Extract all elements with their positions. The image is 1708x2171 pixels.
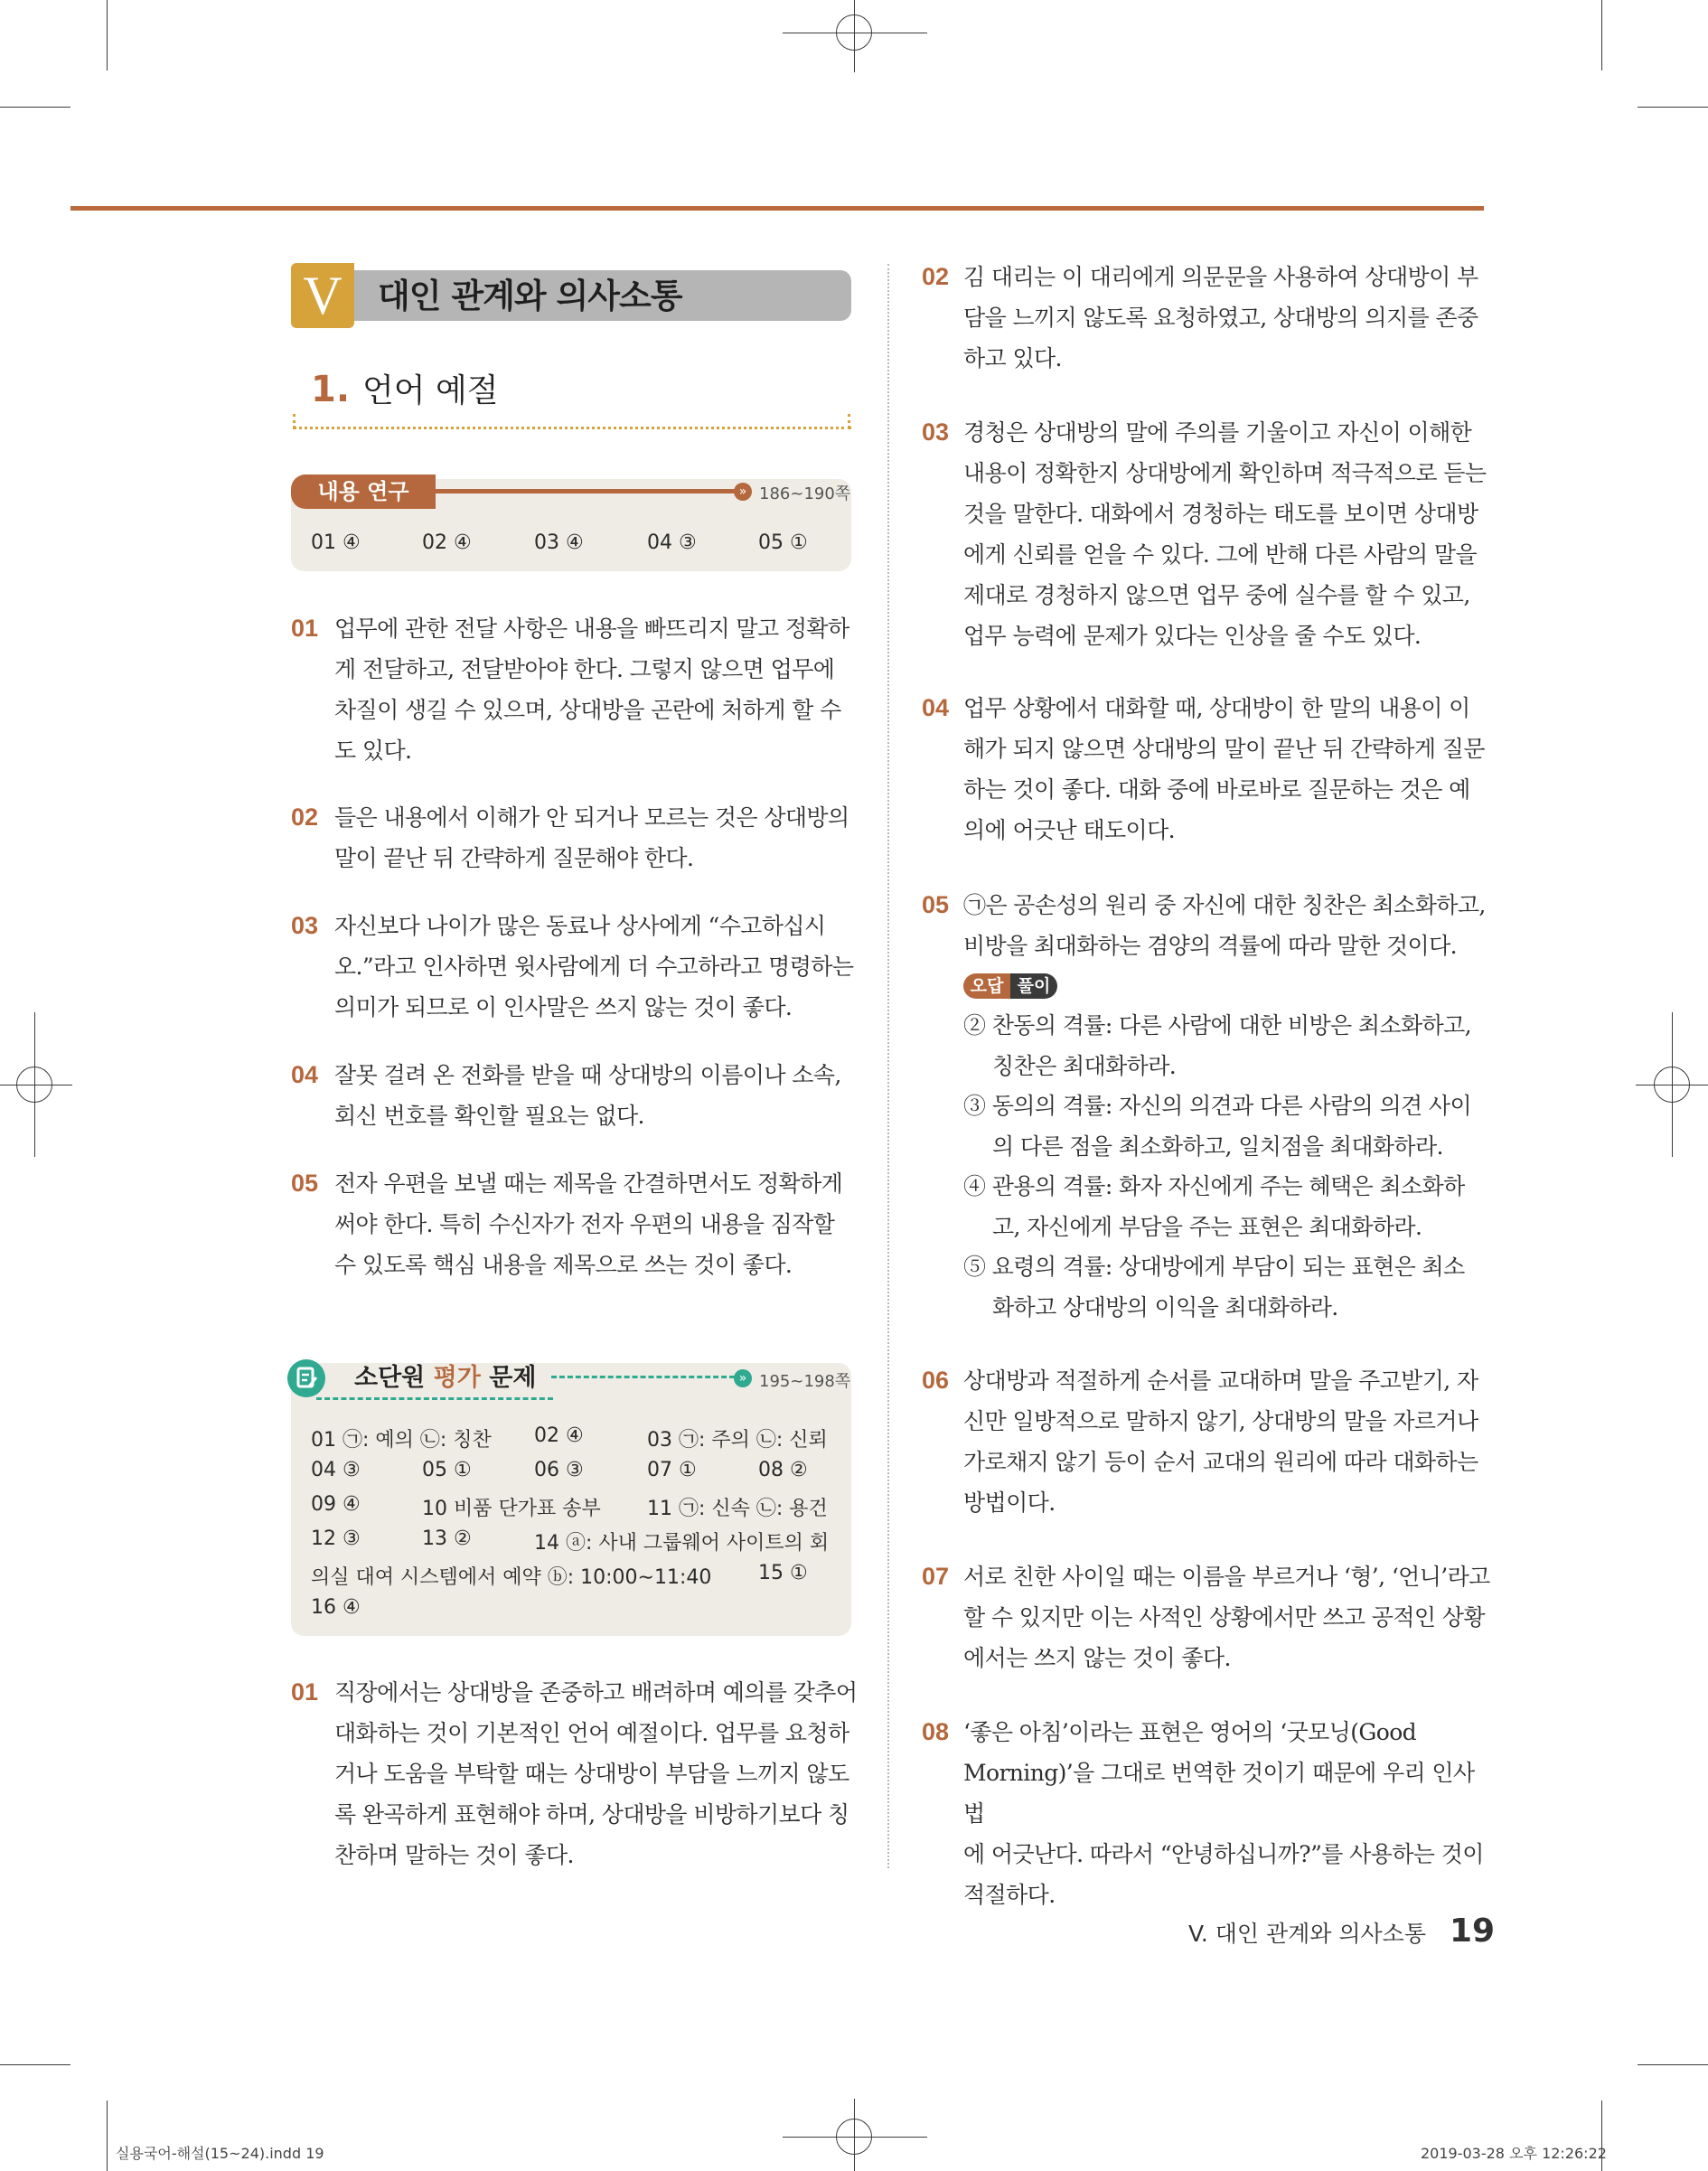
quiz-answer: 의실 대여 시스템에서 예약 ⓑ: 10:00∼11:40 [311, 1566, 712, 1589]
text-line: 업무 능력에 문제가 있다는 인상을 줄 수도 있다. [963, 623, 1422, 649]
text-line: 비방을 최대화하는 겸양의 격률에 따라 말한 것이다. [963, 933, 1457, 959]
item-number: 04 [922, 694, 950, 721]
arrow-icon: » [734, 483, 752, 501]
text-line: 에게 신뢰를 얻을 수 있다. 그에 반해 다른 사람의 말을 [963, 541, 1478, 568]
content-answer: 04 ③ [647, 531, 697, 554]
section-underline-left [293, 414, 296, 428]
text-line: 오.”라고 인사하면 윗사람에게 더 수고하라고 명령하는 [334, 954, 854, 980]
quiz-answer: 11 ㉠: 신속 ㉡: 용건 [647, 1498, 828, 1520]
text-line: 신만 일방적으로 말하지 않기, 상대방의 말을 자르거나 [963, 1408, 1478, 1434]
quiz-icon [287, 1359, 325, 1397]
content-answer: 05 ① [758, 531, 808, 554]
item-number: 03 [291, 912, 319, 939]
text-line: 의에 어긋난 태도이다. [963, 817, 1175, 843]
explanation-paragraph [334, 797, 859, 879]
quiz-answer: 16 ④ [311, 1596, 361, 1619]
quiz-answer: 13 ② [422, 1527, 472, 1550]
content-answer: 02 ④ [422, 531, 472, 554]
text-line: 것을 말한다. 대화에서 경청하는 태도를 보이면 상대방 [963, 501, 1478, 527]
quiz-title-prefix: 소단원 [354, 1364, 426, 1392]
text-line: 의 다른 점을 최소화하고, 일치점을 최대화하라. [992, 1133, 1443, 1160]
text-line: 록 완곡하게 표현해야 하며, 상대방을 비방하기보다 칭 [334, 1801, 849, 1828]
explanation-paragraph [334, 1055, 859, 1136]
chapter-title: 대인 관계와 의사소통 [378, 277, 682, 315]
wrong-answer-item [963, 1166, 1497, 1247]
text-line: ③ 동의의 격률: 자신의 의견과 다른 사람의 의견 사이 [963, 1093, 1471, 1119]
quiz-answer: 07 ① [647, 1459, 697, 1481]
text-line: 전자 우편을 보낼 때는 제목을 간결하면서도 정확하게 [334, 1170, 843, 1197]
text-line: ㉠은 공손성의 원리 중 자신에 대한 칭찬은 최소화하고, [963, 892, 1486, 918]
quiz-pages: 195~198쪽 [759, 1372, 851, 1391]
explanation-paragraph [963, 1556, 1493, 1678]
text-line: 내용이 정확한지 상대방에게 확인하며 적극적으로 듣는 [963, 460, 1487, 486]
text-line: 하고 있다. [963, 345, 1062, 371]
item-number: 05 [922, 891, 950, 918]
text-line: 대화하는 것이 기본적인 언어 예절이다. 업무를 요청하 [334, 1720, 849, 1746]
column-divider [887, 264, 889, 1868]
header-rule [70, 206, 1484, 211]
section-number: 1. [311, 369, 351, 410]
item-number: 01 [291, 615, 319, 642]
content-study-pages: 186~190쪽 [759, 484, 851, 503]
text-line: 가로채지 않기 등이 순서 교대의 원리에 따라 대화하는 [963, 1449, 1478, 1475]
section-underline [293, 427, 851, 429]
explanation-paragraph [963, 412, 1493, 656]
text-line: 제대로 경청하지 않으면 업무 중에 실수를 할 수 있고, [963, 582, 1470, 608]
chapter-badge: V [291, 263, 354, 328]
text-line: 거나 도움을 부탁할 때는 상대방이 부담을 느끼지 않도 [334, 1761, 849, 1787]
content-answer: 01 ④ [311, 531, 361, 554]
quiz-answer: 15 ① [758, 1562, 808, 1584]
explanation-paragraph [334, 1672, 859, 1875]
explanation-paragraph [963, 1360, 1493, 1523]
item-number: 04 [291, 1061, 319, 1088]
text-line: 김 대리는 이 대리에게 의문문을 사용하여 상대방이 부 [963, 264, 1478, 290]
explanation-paragraph [334, 906, 859, 1028]
item-number: 01 [291, 1678, 319, 1706]
page-number: 19 [1450, 1913, 1496, 1950]
explanation-paragraph [963, 688, 1493, 851]
text-line: 직장에서는 상대방을 존중하고 배려하며 예의를 갖추어 [334, 1679, 858, 1706]
text-line: 칭찬은 최대화하라. [992, 1053, 1177, 1079]
section-title [311, 366, 499, 415]
explanation-paragraph [963, 885, 1493, 966]
text-line: 하는 것이 좋다. 대화 중에 바로바로 질문하는 것은 예 [963, 776, 1470, 803]
text-line: 에서는 쓰지 않는 것이 좋다. [963, 1645, 1231, 1671]
wrong-answer-label: 오답 [963, 973, 1010, 999]
quiz-line-bottom [316, 1397, 553, 1400]
quiz-answer: 02 ④ [534, 1424, 584, 1447]
wrong-answer-item [963, 1246, 1497, 1328]
quiz-answer: 14 ⓐ: 사내 그룹웨어 사이트의 회 [534, 1532, 830, 1555]
text-line: 의미가 되므로 이 인사말은 쓰지 않는 것이 좋다. [334, 994, 793, 1020]
text-line: 에 어긋난다. 따라서 “안녕하십니까?”를 사용하는 것이 [963, 1841, 1484, 1867]
item-number: 08 [922, 1718, 950, 1745]
text-line: 잘못 걸려 온 전화를 받을 때 상대방의 이름이나 소속, [334, 1062, 841, 1088]
text-line: Morning)’을 그대로 번역한 것이기 때문에 우리 인사법 [963, 1760, 1475, 1827]
text-line: 고, 자신에게 부담을 주는 표현은 최대화하라. [992, 1214, 1422, 1240]
quiz-answer: 06 ③ [534, 1459, 584, 1481]
text-line: 말이 끝난 뒤 간략하게 질문해야 한다. [334, 845, 694, 871]
explanation-label: 풀이 [1010, 973, 1057, 999]
text-line: 방법이다. [963, 1490, 1056, 1516]
text-line: 수 있도록 핵심 내용을 제목으로 쓰는 것이 좋다. [334, 1252, 793, 1278]
item-number: 02 [291, 804, 319, 831]
explanation-paragraph [963, 257, 1493, 379]
text-line: 해가 되지 않으면 상대방의 말이 끝난 뒤 간략하게 질문 [963, 736, 1485, 762]
text-line: 화하고 상대방의 이익을 최대화하라. [992, 1294, 1338, 1320]
text-line: 회신 번호를 확인할 필요는 없다. [334, 1103, 644, 1129]
item-number: 07 [922, 1563, 950, 1590]
quiz-title [354, 1360, 536, 1396]
section-title-text: 언어 예절 [362, 372, 499, 409]
quiz-answer: 04 ③ [311, 1459, 361, 1481]
content-study-tab: 내용 연구 [291, 475, 436, 509]
text-line: 들은 내용에서 이해가 안 되거나 모르는 것은 상대방의 [334, 804, 849, 831]
wrong-answer-item [963, 1086, 1497, 1167]
text-line: 찬하며 말하는 것이 좋다. [334, 1842, 574, 1868]
text-line: 업무에 관한 전달 사항은 내용을 빠뜨리지 말고 정확하 [334, 616, 849, 642]
arrow-icon: » [734, 1369, 752, 1387]
quiz-answer: 10 비품 단가표 송부 [422, 1498, 601, 1520]
text-line: 상대방과 적절하게 순서를 교대하며 말을 주고받기, 자 [963, 1367, 1478, 1394]
text-line: 적절하다. [963, 1882, 1056, 1908]
text-line: 자신보다 나이가 많은 동료나 상사에게 “수고하십시 [334, 913, 826, 939]
item-number: 02 [922, 263, 950, 290]
text-line: ⑤ 요령의 격률: 상대방에게 부담이 되는 표현은 최소 [963, 1254, 1465, 1280]
quiz-title-suffix: 문제 [489, 1364, 537, 1392]
quiz-answer: 09 ④ [311, 1493, 361, 1516]
item-number: 06 [922, 1367, 950, 1394]
text-line: 할 수 있지만 이는 사적인 상황에서만 쓰고 공적인 상황 [963, 1604, 1485, 1631]
explanation-paragraph [963, 1712, 1493, 1915]
text-line: 도 있다. [334, 738, 412, 764]
section-underline-right [848, 414, 850, 428]
text-line: 업무 상황에서 대화할 때, 상대방이 한 말의 내용이 이 [963, 695, 1470, 721]
quiz-line [551, 1376, 743, 1378]
text-line: ② 찬동의 격률: 다른 사람에 대한 비방은 최소화하고, [963, 1012, 1471, 1039]
text-line: 게 전달하고, 전달받아야 한다. 그렇지 않으면 업무에 [334, 656, 835, 682]
item-number: 03 [922, 418, 950, 446]
slug-file: 실용국어-해설(15~24).indd 19 [116, 2145, 324, 2162]
content-study-line [434, 489, 741, 493]
text-line: ‘좋은 아침’이라는 표현은 영어의 ‘굿모닝(Good [963, 1719, 1417, 1745]
slug-date: 2019-03-28 오후 12:26:22 [1421, 2145, 1607, 2162]
text-line: 써야 한다. 특히 수신자가 전자 우편의 내용을 짐작할 [334, 1211, 835, 1237]
content-answer: 03 ④ [534, 531, 584, 554]
wrong-answer-badge [963, 973, 1059, 999]
quiz-answer: 03 ㉠: 주의 ㉡: 신뢰 [647, 1429, 828, 1452]
text-line: 차질이 생길 수 있으며, 상대방을 곤란에 처하게 할 수 [334, 697, 841, 723]
text-line: 담을 느끼지 않도록 요청하였고, 상대방의 의지를 존중 [963, 305, 1478, 331]
text-line: ④ 관용의 격률: 화자 자신에게 주는 혜택은 최소화하 [963, 1173, 1465, 1199]
quiz-title-highlight: 평가 [433, 1364, 481, 1392]
quiz-answer: 12 ③ [311, 1527, 361, 1550]
explanation-paragraph [334, 608, 859, 771]
explanation-paragraph [334, 1163, 859, 1285]
quiz-answer: 08 ② [758, 1459, 808, 1481]
text-line: 서로 친한 사이일 때는 이름을 부르거나 ‘형’, ‘언니’라고 [963, 1564, 1490, 1590]
item-number: 05 [291, 1170, 319, 1197]
text-line: 경청은 상대방의 말에 주의를 기울이고 자신이 이해한 [963, 419, 1472, 446]
quiz-answer: 05 ① [422, 1459, 472, 1481]
quiz-answer: 01 ㉠: 예의 ㉡: 칭찬 [311, 1429, 492, 1452]
wrong-answer-item [963, 1005, 1497, 1086]
footer-chapter-title: V. 대인 관계와 의사소통 [1187, 1921, 1426, 1947]
